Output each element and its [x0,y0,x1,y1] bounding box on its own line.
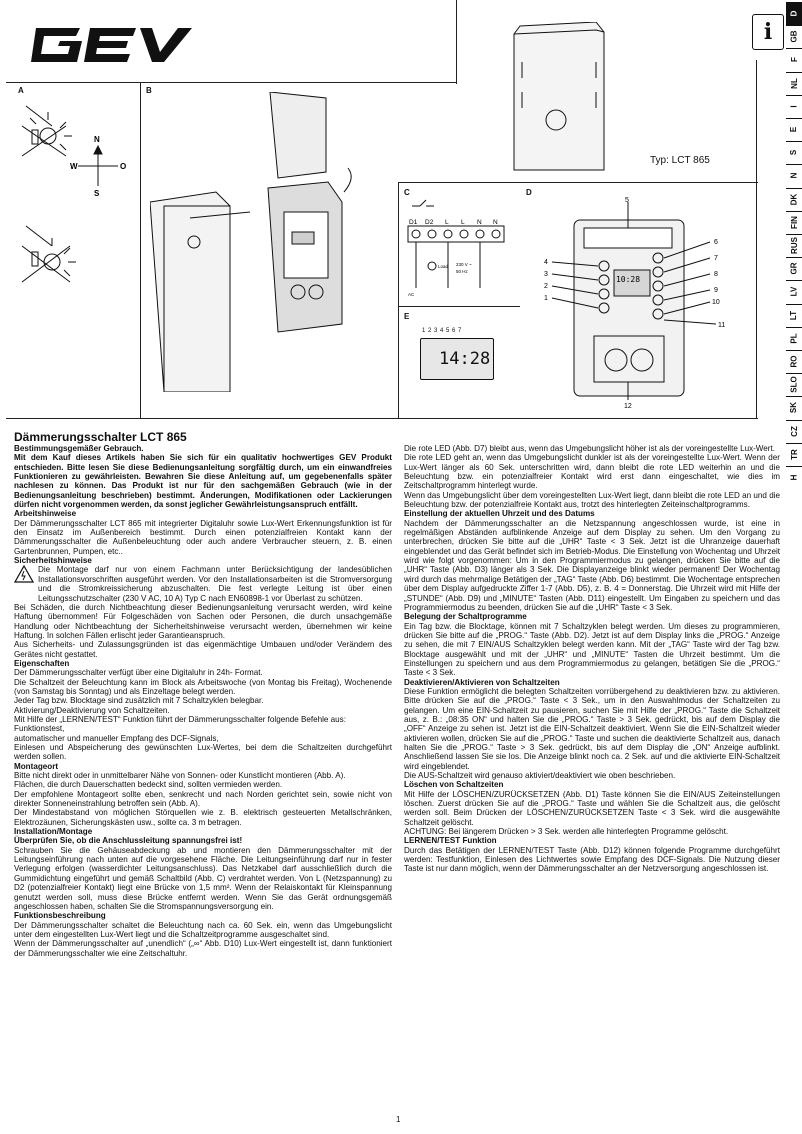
language-tab-divider [786,118,802,119]
language-tab-lv[interactable] [786,280,802,303]
left-section-heading: Bestimmungsgemäßer Gebrauch. [14,444,144,453]
language-tab-divider [786,2,802,3]
terminal-d1: D1 [409,219,418,226]
left-section-heading: Funktionsbeschreibung [14,911,106,921]
right-section-paragraph: Durch das Betätigen der LERNEN/TEST Taste (Abb. D12) können folgende Programme durchgeführt werden: Testfunktion, Einlesen des Lichtwertes sowie Empfang des DCF-Signals. Die Nutzung dieser Taste ist nur dann möglich, wenn der Dämmerungsschalter an der Netzversorgung angeschlossen ist. [404,845,780,874]
figure-d-open-device-diagram [524,196,754,412]
language-tab-label: CZ [789,425,799,437]
language-tab-label: NL [789,77,799,89]
right-section-heading: Deaktivieren/Aktivieren von Schaltzeiten [404,677,560,687]
language-tab-e[interactable] [786,118,802,141]
language-tab-rus[interactable] [786,234,802,257]
callout-4: 4 [544,259,548,266]
lcd-time: 14:28 [439,349,491,369]
terminal-d2: D2 [425,219,434,226]
callout-2: 2 [544,283,548,290]
left-section-paragraph: Schrauben Sie die Gehäuseabdeckung ab und montieren den Dämmerungsschalter mit der Leitungseinführung nach unten auf die vorgesehene Fläche. Die Leitungseinführung darf nur in fester Verlegung erfolgen (wasserdichter Leitungsanschluss). Das Netzkabel darf ausschließlich durch die Gummidichtung eingeführt und gemäß Schaltbild (Abb. C) verdrahtet werden. Von L (Netzspannung) zu D2 (potenzialfreier Kontakt) liegt eine Brücke von 1,5 mm². Wenn der Relaiskontakt für Kleinspannung genutzt werden soll, muss diese Brücke entfernt werden. Wenn Sie das Gerät ordnungsgemäß angeschlossen haben, schalten Sie die Stromspannungsversorgung ein. [14,845,392,911]
left-section-heading: Installation/Montage [14,827,93,837]
language-tab-label: F [789,57,799,63]
language-tab-nl[interactable] [786,72,802,95]
language-tab-n[interactable] [786,164,802,187]
left-section-heading: Eigenschaften [14,658,70,668]
language-tab-divider [786,304,802,305]
language-tab-label: GR [789,262,799,275]
language-tab-label: S [789,150,799,156]
left-section-paragraph: Die Montage darf nur von einem Fachmann unter Berücksichtigung der landesüblichen Installationsvorschriften ausgeführt werden. Vor den Installationsarbeiten ist die Stromversorgung und die Stromkreissicherung abzuschalten. Die fest verlegte Leitung ist über einen Leitungsschutzschalter (230 V AC, 10 A) Typ C nach EN60898-1 vor Überlast zu schützen. [14,565,392,602]
left-section-paragraph: Bei Schäden, die durch Nichtbeachtung dieser Bedienungsanleitung verursacht werden, wird keine Haftung übernommen! Für Folgeschäden von Sachen oder Personen, die durch unsachgemäße Handlung oder Nichtbeachtung der Sicherheitshinweise verursacht werden, übernehmen wir keine Haftung. In solchen Fällen erlischt jeder Garantieanspruch. [14,602,392,640]
right-text-column [404,444,780,874]
terminal-n2: N [493,219,498,226]
left-section-paragraph: Aktivierung/Deaktivierung von Schaltzeiten. [14,705,170,715]
callout-12: 12 [624,403,632,410]
language-tab-label: LT [789,310,799,320]
right-section-paragraph: Diese Funktion ermöglicht die belegten Schaltzeiten vorrübergehend zu deaktivieren bzw. zu aktivieren. Bitte drücken Sie auf die „PROG.“ Taste < 3 Sek., um in den Auswahlmodus der Schaltzeiten zu gelangen. Um eine EIN-Schaltzeit zu pausieren, suchen Sie mit Hilfe der „PROG.“ Taste die Schaltzeit aus, z. B.: „08:35 ON“ und halten Sie die „PROG.“ Taste > 3 Sek. gedrückt, bis auf dem Display die „OFF“ Anzeige zu sehen ist. Jetzt ist die EIN-Schaltzeit deaktiviert. Wenn Sie die EIN-Schaltzeit wieder aktivieren wollen, drücken Sie auf die „PROG.“ Taste und suchen die deaktivierte Schaltzeit aus, danach halten Sie die „PROG.“ Taste > 3 Sek. gedrückt, bis auf dem Display die „ON“ Anzeige aufblinkt. Anschließend lassen Sie sie los. Die Anzeige blinkt noch ca. 2 Sek. auf und die aktivierte EIN-Schaltzeit wird eingeblendet. [404,686,780,771]
figure-b-open-housing-illustration [150,92,390,392]
compass-s: S [94,189,100,198]
warning-icon [14,565,34,585]
language-tab-divider [786,350,802,351]
language-tab-label: SLO [789,376,799,394]
voltage-label: 230 V ~ [456,262,472,267]
language-tab-divider [786,141,802,142]
brand-logo [28,24,198,66]
language-tab-divider [786,164,802,165]
product-housing-illustration [500,22,610,172]
language-tab-label: H [789,474,799,481]
callout-1: 1 [544,295,548,302]
lcd-weekdays: 1 2 3 4 5 6 7 [422,328,462,334]
left-section-heading: Montageort [14,761,59,771]
left-section-paragraph: Der Dämmerungsschalter schaltet die Beleuchtung nach ca. 60 Sek. ein, wenn das Umgebungslicht unter dem eingestellten Lux-Wert liegt und die Schaltzeitprogramme ausgeschaltet sind. [14,920,392,939]
terminal-n1: N [477,219,482,226]
language-tab-divider [786,466,802,467]
language-tab-divider [786,95,802,96]
left-section-paragraph: automatischer und manueller Empfang des DCF-Signals, [14,733,219,743]
terminal-l1: L [445,219,449,226]
page-number: 1 [396,1115,401,1124]
figure-e-label: E [404,312,410,321]
language-tab-divider [786,443,802,444]
language-tab-dk[interactable] [786,188,802,211]
language-tab-s[interactable] [786,141,802,164]
language-tab-label: RUS [789,237,799,255]
right-section-paragraph: Mit Hilfe der LÖSCHEN/ZURÜCKSETZEN (Abb. D1) Taste können Sie die EIN/AUS Zeiteinstellungen löschen. Zuerst drücken Sie auf die „PROG.“ Taste und wählen Sie die Schaltzeit aus, die gelöscht werden soll. Beim Drücken der LÖSCHEN/ZURÜCKSETZEN Taste < 3 Sek. wird die ausgewählte Schaltzeit gelöscht. [404,789,780,827]
language-tab-divider [786,257,802,258]
language-tab-cz[interactable] [786,420,802,443]
language-tab-label: E [789,126,799,133]
logo-text: GEV [28,65,31,66]
callout-10: 10 [712,299,720,306]
language-tab-slo[interactable] [786,373,802,396]
left-section-paragraph: Der empfohlene Montageort sollte eben, senkrecht und nach Norden gerichtet sein, sowie nicht von direkter Sonneneinstrahlung betroffen sein (Abb. A). [14,789,392,809]
figure-a-sun-illustration [20,96,130,316]
language-tab-tr[interactable] [786,443,802,466]
language-tab-divider [786,373,802,374]
right-section-heading: LERNEN/TEST Funktion [404,836,497,846]
language-tab-divider [786,327,802,328]
language-tab-ro[interactable] [786,350,802,373]
ac-label: AC [408,292,415,297]
right-section-paragraph: Die rote LED (Abb. D7) bleibt aus, wenn das Umgebungslicht höher ist als der voreingestellte Lux-Wert. [404,444,775,453]
right-section-paragraph: ACHTUNG: Bei längerem Drücken > 3 Sek. werden alle hinterlegten Programme gelöscht. [404,827,729,837]
left-section-paragraph: Funktionstest, [14,724,65,734]
language-tab-gr[interactable] [786,257,802,280]
callout-7: 7 [714,255,718,262]
left-section-paragraph: Mit dem Kauf dieses Artikels haben Sie sich für ein qualitativ hochwertiges GEV Produkt entschieden. Bitte lesen Sie diese Bedienungsanleitung sorgfältig durch, um ein einwandfreies Funktionieren zu gewährleisten. Bewahren Sie diese Anleitung auf, um gegebenenfalls später nachlesen zu können. Das Produkt ist nur für den sachgemäßen Gebrauch (wie in der Bedienungsanleitung beschrieben) bestimmt. Änderungen, Modifikationen oder Lackierungen dürfen nicht vorgenommen werden, da sonst jeglicher Gewährleistungsanspruch entfällt. [14,453,392,510]
language-tab-divider [786,396,802,397]
terminal-l2: L [461,219,465,226]
language-tab-divider [786,420,802,421]
right-section-paragraph: Wenn das Umgebungslicht über dem voreingestellten Lux-Wert liegt, dann bleibt die rote LED an und die Beleuchtung bzw. der potenzialfreie Kontakt aus, trotzt des hinterlegten Zeiteinschaltprogramms. [404,490,780,510]
language-tab-i[interactable] [786,95,802,118]
left-section-paragraph: Überprüfen Sie, ob die Anschlussleitung spannungsfrei ist! [14,836,243,846]
language-tab-label: D [789,10,799,17]
language-tab-divider [786,234,802,235]
language-tab-label: LV [789,287,799,297]
language-tab-divider [786,211,802,212]
info-icon [752,14,784,50]
left-section-paragraph: Aus Sicherheits- und Zulassungsgründen ist das eigenmächtige Umbauen und/oder Verändern des Gerätes nicht gestattet. [14,640,392,659]
language-tab-d[interactable] [786,2,802,25]
left-section-paragraph: Mit Hilfe der „LERNEN/TEST“ Funktion führt der Dämmerungsschalter folgende Befehle aus: [14,714,346,724]
frequency-label: 50 Hz [456,269,468,274]
language-tab-label: PL [789,333,799,344]
left-section-paragraph: Der Mindestabstand von möglichen Störquellen wie z. B. elektrisch gesteuerten Metallschränken, Elektrozäunen, Sicherungskästen usw., sollte ca. 3 m betragen. [14,808,392,827]
language-tab-pl[interactable] [786,327,802,350]
right-section-heading: Löschen von Schaltzeiten [404,780,504,790]
load-label: Load [438,264,449,269]
language-tab-fin[interactable] [786,211,802,234]
figure-c-wiring-diagram [404,196,514,304]
left-section-heading: Sicherheitshinweise [14,556,92,566]
left-section-paragraph: Wenn der Dämmerungsschalter auf „unendlich“ („∞“ Abb. D10) Lux-Wert eingestellt ist, dann funktioniert der Dämmerungsschalter wie eine Zeitschaltuhr. [14,939,392,958]
language-tab-label: I [789,105,799,108]
right-section-paragraph: Die AUS-Schaltzeit wird genauso aktiviert/deaktiviert wie oben beschrieben. [404,771,676,781]
right-section-paragraph: Die rote LED geht an, wenn das Umgebungslicht dunkler ist als der voreingestellte Lux-Wert. Wenn der Lux-Wert länger als 60 Sek. unterschritten wird, dann bleibt die rote LED weiterhin an und die Beleuchtung bzw. ein potenzialfreier Kontakt wird erst dann eingeschaltet, wie dies im Zeitschaltprogramm hinterlegt wurde. [404,453,780,491]
figure-e-lcd-display [404,324,514,414]
figure-c-label: C [404,188,410,197]
language-tab-f[interactable] [786,48,802,71]
left-text-column [14,430,392,958]
compass-w: W [70,162,78,171]
callout-5: 5 [625,197,629,204]
right-section-heading: Einstellung der aktuellen Uhrzeit und des Datums [404,509,595,519]
language-tab-label: FIN [789,215,799,229]
language-tab-divider [786,280,802,281]
language-tab-gb[interactable] [786,25,802,48]
language-tab-label: GB [789,30,799,43]
d-display-time: 10:28 [615,275,641,284]
left-section-paragraph: Einlesen und Abspeicherung des gewünschten Lux-Wertes, bei dem die Schaltzeiten durchgeführt werden sollen. [14,743,392,762]
callout-9: 9 [714,287,718,294]
figure-d-label: D [526,188,532,197]
callout-3: 3 [544,271,548,278]
callout-6: 6 [714,239,718,246]
compass-n: N [94,135,100,144]
info-letter: i [763,19,773,45]
language-tab-lt[interactable] [786,304,802,327]
figure-a-label: A [18,86,24,95]
left-section-heading: Arbeitshinweise [14,509,77,519]
language-tab-divider [786,48,802,49]
document-title: Dämmerungsschalter LCT 865 [14,430,187,444]
language-tab-label: RO [789,355,799,368]
figure-b-label: B [146,86,152,95]
language-tab-divider [786,72,802,73]
left-section-paragraph: Der Dämmerungsschalter LCT 865 mit integrierter Digitaluhr sowie Lux-Wert Erkennungsfunktion ist für den Einsatz im Außenbereich bestimmt. Durch einen potenzialfreien Kontakt kann der Dämmerungsschalter die Außenbeleuchtung oder auch andere Verbraucher steuern, z. B. einen Gartenbrunnen, Pumpen, etc.. [14,518,392,556]
compass-o: O [120,162,127,171]
left-section-paragraph: Flächen, die durch Dauerschatten bedeckt sind, sollten vermieden werden. [14,780,283,790]
right-section-heading: Belegung der Schaltprogramme [404,612,527,622]
language-tab-label: TR [789,449,799,460]
left-section-paragraph: Die Schaltzeit der Beleuchtung kann im Block als Arbeitswoche (von Montag bis Freitag), Wochenende (von Samstag bis Sonntag) und als Einzeltage belegt werden. [14,677,392,696]
language-tab-divider [786,25,802,26]
left-section-paragraph: Bitte nicht direkt oder in unmittelbarer Nähe von Sonnen- oder Kunstlicht montieren (Abb. A). [14,771,346,781]
language-tab-divider [786,188,802,189]
product-type-label: Typ: LCT 865 [650,155,710,166]
callout-11: 11 [718,322,726,329]
language-tab-label: N [789,173,799,179]
right-section-paragraph: Nachdem der Dämmerungsschalter an die Netzspannung angeschlossen wurde, ist eine in regelmäßigen Abständen aufblinkende Anzeige auf dem Display zu sehen. Um den Vorgang zu unterbrechen, drücken Sie bitte auf die „UHR“ Taste < 3 Sek. Jetzt ist die Uhranzeige dauerhaft eingeblendet und das Gerät befindet sich im Betrieb-Modus. Die Einstellung von Wochentag und Uhrzeit wird wie folgt vorgenommen: Um in den Programmiermodus zu gelangen, drücken Sie bitte auf die „UHR“ Taste (Abb. D3) länger als 3 Sek. Die Displayanzeige blinkt wieder permanent! Der Wochentag wird durch das mehrmalige Betätigen der „TAG“ Taste (Abb. D6) bestimmt. Die Wochentage entsprechen über dem Display aufgedruckte Ziffer 1-7 (Abb. D5), z. B. 4 = Donnerstag. Die Uhrzeit wird mit Hilfe der „STUNDE“ (Abb. D9) und „MINUTE“ Tasten (Abb. D11) eingestellt. Um Eingaben zu speichern und das Programmiermodus zu beenden, drücken Sie auf die „UHR“ Taste < 3 Sek. [404,518,780,612]
left-section-paragraph: Jeder Tag bzw. Blocktage sind zusätzlich mit 7 Schaltzyklen belegbar. [14,696,264,706]
right-section-paragraph: Ein Tag bzw. die Blocktage, können mit 7 Schaltzyklen belegt werden. Um dieses zu programmieren, drücken Sie bitte auf die „PROG.“ Taste (Abb. D2). Jetzt ist auf dem Display links die „PROG.“ Anzeige zu sehen, die mit 7 EIN/AUS Schaltzyklen belegt werden kann. Mit der „TAG“ Taste wird der Tag bzw. Blocktage ausgewählt und mit der „UHR“ und „MINUTE“ Tasten die Uhrzeit bestimmt. Um die Einstellungen zu speichern und aus dem Programmiermodus zu gelangen, betätigen Sie die „PROG.“ Taste < 3 Sek. [404,621,780,678]
left-section-paragraph: Der Dämmerungsschalter verfügt über eine Digitaluhr in 24h- Format. [14,668,263,678]
language-tab-h[interactable] [786,466,802,489]
callout-8: 8 [714,271,718,278]
language-tab-label: DK [789,193,799,205]
language-tab-sk[interactable] [786,396,802,419]
language-tab-label: SK [789,402,799,414]
